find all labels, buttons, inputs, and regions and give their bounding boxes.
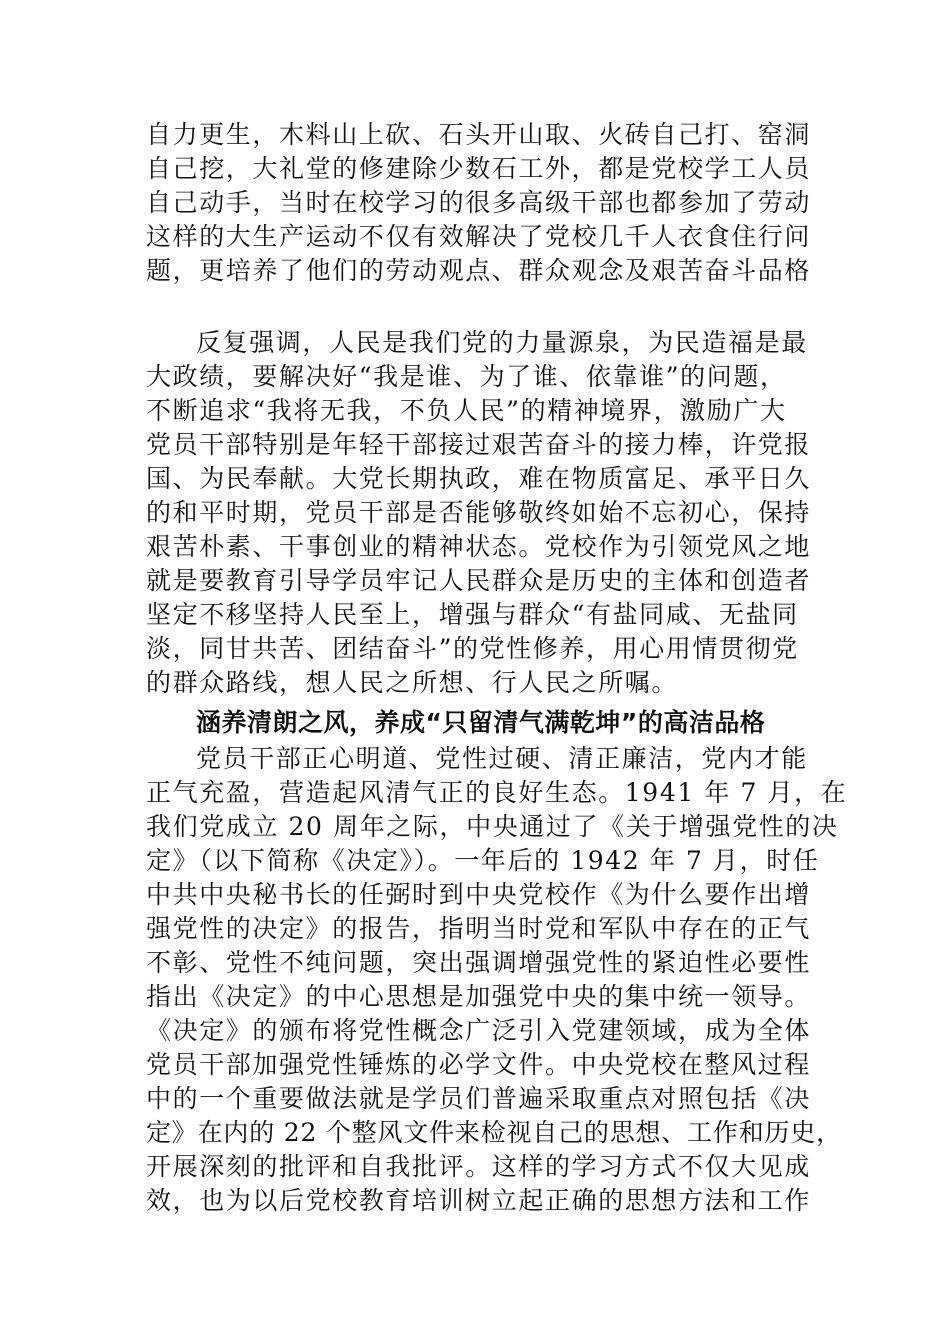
paragraph-2-line: 大政绩，要解决好“我是谁、为了谁、依靠谁”的问题， [146,362,787,391]
paragraph-3-line: 不彰、党性不纯问题，突出强调增强党性的紧迫性必要性 [146,948,812,977]
paragraph-3-line: 指出《决定》的中心思想是加强党中央的集中统一领导。 [146,982,812,1011]
paragraph-2-line: 反复强调，人民是我们党的力量源泉，为民造福是最 [196,328,808,357]
paragraph-1-line: 自己动手，当时在校学习的很多高级干部也都参加了劳动 [146,188,812,217]
paragraph-3-line: 党员干部正心明道、党性过硬、清正廉洁，党内才能 [196,744,808,773]
paragraph-2-line: 的群众路线，想人民之所想、行人民之所嘱。 [146,668,679,697]
paragraph-2-line: 就是要教育引导学员牢记人民群众是历史的主体和创造者 [146,566,812,595]
paragraph-3-line: 定》（以下简称《决定》）。一年后的 1942 年 7 月，时任 [146,846,820,875]
paragraph-2-line: 艰苦朴素、干事创业的精神状态。党校作为引领党风之地 [146,532,812,561]
paragraph-3-line: 中的一个重要做法就是学员们普遍采取重点对照包括《决 [146,1084,812,1113]
paragraph-3-line: 中共中央秘书长的任弼时到中央党校作《为什么要作出增 [146,880,812,909]
paragraph-1-line: 自己挖，大礼堂的修建除少数石工外，都是党校学工人员 [146,154,812,183]
paragraph-1-line: 自力更生，木料山上砍、石头开山取、火砖自己打、窑洞 [146,120,812,149]
section-heading: 涵养清朗之风，养成“只留清气满乾坤”的高洁品格 [196,708,766,737]
paragraph-1-line: 题，更培养了他们的劳动观点、群众观念及艰苦奋斗品格 [146,256,812,285]
paragraph-3-line: 《决定》的颁布将党性概念广泛引入党建领域，成为全体 [146,1016,812,1045]
paragraph-2-line: 不断追求“我将无我，不负人民”的精神境界，激励广大 [146,396,787,425]
paragraph-3-line: 开展深刻的批评和自我批评。这样的学习方式不仅大见成 [146,1152,812,1181]
paragraph-2-line: 淡，同甘共苦、团结奋斗”的党性修养，用心用情贯彻党 [146,634,799,663]
paragraph-3-line: 党员干部加强党性锤炼的必学文件。中央党校在整风过程 [146,1050,812,1079]
paragraph-3-line: 效，也为以后党校教育培训树立起正确的思想方法和工作 [146,1186,812,1215]
paragraph-2-line: 党员干部特别是年轻干部接过艰苦奋斗的接力棒，许党报 [146,430,812,459]
paragraph-3-line: 强党性的决定》的报告，指明当时党和军队中存在的正气 [146,914,812,943]
paragraph-2-line: 坚定不移坚持人民至上，增强与群众“有盐同咸、无盐同 [146,600,799,629]
paragraph-3-line: 我们党成立 20 周年之际，中央通过了《关于增强党性的决 [146,812,839,841]
paragraph-3-line: 正气充盈，营造起风清气正的良好生态。1941 年 7 月，在 [146,778,848,807]
paragraph-2-line: 的和平时期，党员干部是否能够敬终如始不忘初心，保持 [146,498,812,527]
paragraph-2-line: 国、为民奉献。大党长期执政，难在物质富足、承平日久 [146,464,812,493]
paragraph-3-line: 定》在内的 22 个整风文件来检视自己的思想、工作和历史， [146,1118,842,1147]
paragraph-1-line: 这样的大生产运动不仅有效解决了党校几千人衣食住行问 [146,222,812,251]
